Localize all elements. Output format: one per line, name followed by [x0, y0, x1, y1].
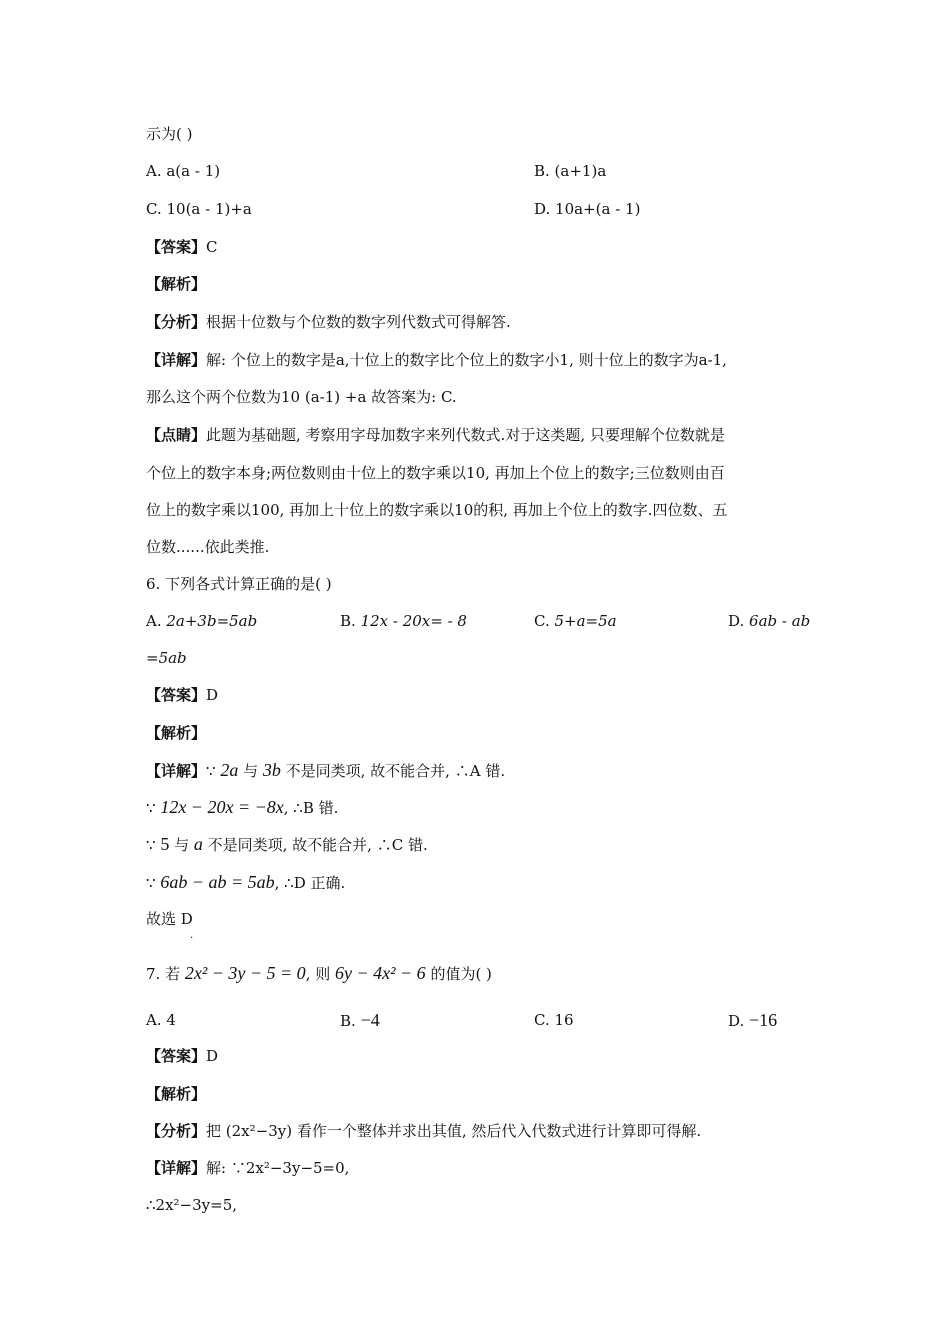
- because-symbol: ∵: [146, 874, 161, 892]
- math-expr: 2a: [220, 760, 239, 780]
- q5-answer: [146, 236, 218, 258]
- q5-xiangjie-2: 那么这个两个位数为10 (a-1) +a 故答案为: C.: [146, 388, 457, 406]
- text: 与: [238, 762, 263, 780]
- q6-option-c: [534, 610, 617, 632]
- option-label: B.: [340, 612, 361, 630]
- analysis-tag: 【解析】: [146, 724, 207, 742]
- math-expr: 3b: [262, 760, 281, 780]
- text: , ∴D 正确.: [274, 874, 346, 892]
- xiangjie-text: 解: 个位上的数字是a,十位上的数字比个位上的数字小1, 则十位上的数字为a-1,: [206, 351, 727, 369]
- text: , ∴B 错.: [283, 799, 339, 817]
- q6-xiangjie-4: [146, 871, 345, 894]
- q7-stem: [146, 962, 492, 985]
- q7-fenxi: [146, 1120, 701, 1142]
- because-symbol: ∵: [146, 799, 161, 817]
- q5-dianjing-2: 个位上的数字本身;两位数则由十位上的数字乘以10, 再加上个位上的数字;三位数则由百: [146, 464, 725, 482]
- text: 7. 若: [146, 965, 185, 983]
- q7-xiangjie-1: [146, 1157, 349, 1179]
- q5-xiangjie-1: [146, 349, 727, 371]
- q6-stem: 6. 下列各式计算正确的是( ): [146, 575, 332, 593]
- fenxi-tag: 【分析】: [146, 1122, 207, 1140]
- q6-conclusion: 故选 D: [146, 910, 193, 928]
- text: 不是同类项, 故不能合并, ∴A 错.: [280, 762, 506, 780]
- option-label: B.: [340, 1012, 361, 1030]
- xiangjie-tag: 【详解】: [146, 351, 207, 369]
- answer-tag: 【答案】: [146, 238, 207, 256]
- answer-tag: 【答案】: [146, 686, 207, 704]
- q5-option-c: C. 10(a - 1)+a: [146, 200, 252, 218]
- q5-dianjing-1: [146, 424, 725, 446]
- answer-value: C: [206, 238, 218, 256]
- math-expr: a: [193, 834, 203, 854]
- xiangjie-tag: 【详解】: [146, 1159, 207, 1177]
- option-label: A.: [146, 612, 167, 630]
- q7-answer: [146, 1045, 218, 1067]
- q7-analysis-tag: [146, 1083, 206, 1105]
- text: 不是同类项, 故不能合并, ∴C 错.: [202, 836, 428, 854]
- q7-xiangjie-2: ∴2x²−3y=5,: [146, 1196, 238, 1214]
- q6-option-d: [728, 610, 810, 632]
- analysis-tag: 【解析】: [146, 1085, 207, 1103]
- option-math: 6ab - ab: [749, 612, 811, 630]
- answer-tag: 【答案】: [146, 1047, 207, 1065]
- fenxi-text: 把 (2x²−3y) 看作一个整体并求出其值, 然后代入代数式进行计算即可得解.: [206, 1122, 702, 1140]
- q6-answer: [146, 684, 218, 706]
- q5-dianjing-3: 位上的数字乘以100, 再加上十位上的数字乘以10的积, 再加上个位上的数字.四位数、五: [146, 501, 728, 519]
- option-math: −4: [360, 1010, 380, 1030]
- q5-option-a: A. a(a - 1): [146, 162, 221, 180]
- dianjing-text: 此题为基础题, 考察用字母加数字来列代数式.对于这类题, 只要理解个位数就是: [206, 426, 725, 444]
- q6-xiangjie-1: [146, 759, 505, 782]
- math-expr: 5: [160, 834, 170, 854]
- text: 的值为( ): [425, 965, 492, 983]
- q7-option-d: [728, 1009, 777, 1032]
- q6-option-b: [340, 610, 467, 632]
- option-math: −16: [749, 1010, 778, 1030]
- option-math: 5+a=5a: [554, 612, 617, 630]
- q5-stem-tail: 示为( ): [146, 125, 193, 143]
- math-expr: 12x − 20x = −8x: [160, 797, 284, 817]
- q5-option-b: B. (a+1)a: [534, 162, 607, 180]
- dianjing-tag: 【点睛】: [146, 426, 207, 444]
- stray-dot: .: [190, 930, 194, 941]
- answer-value: D: [206, 686, 219, 704]
- q5-dianjing-4: 位数......依此类推.: [146, 538, 270, 556]
- q7-option-b: [340, 1009, 380, 1032]
- option-math: 2a+3b=5ab: [166, 612, 258, 630]
- q5-analysis-tag: [146, 273, 206, 295]
- q5-fenxi: [146, 311, 511, 333]
- q5-option-d: D. 10a+(a - 1): [534, 200, 641, 218]
- q6-xiangjie-2: [146, 796, 338, 819]
- q7-option-a: A. 4: [146, 1011, 176, 1029]
- answer-value: D: [206, 1047, 219, 1065]
- q6-analysis-tag: [146, 722, 206, 744]
- math-expr: 6ab − ab = 5ab: [160, 872, 275, 892]
- math-expr: 6y − 4x² − 6: [335, 963, 426, 983]
- because-symbol: ∵: [206, 762, 221, 780]
- q6-option-a: [146, 610, 257, 632]
- q6-option-d-cont: =5ab: [146, 649, 187, 667]
- fenxi-tag: 【分析】: [146, 313, 207, 331]
- option-label: D.: [728, 612, 750, 630]
- text: 与: [169, 836, 194, 854]
- q6-xiangjie-3: [146, 833, 428, 856]
- because-symbol: ∵: [146, 836, 161, 854]
- xiangjie-text: 解: ∵2x²−3y−5=0,: [206, 1159, 350, 1177]
- math-expr: 2x² − 3y − 5 = 0: [184, 963, 306, 983]
- option-label: C.: [534, 612, 555, 630]
- xiangjie-tag: 【详解】: [146, 762, 207, 780]
- option-math: 12x - 20x= - 8: [360, 612, 467, 630]
- q7-option-c: C. 16: [534, 1011, 574, 1029]
- analysis-tag: 【解析】: [146, 275, 207, 293]
- option-label: D.: [728, 1012, 750, 1030]
- fenxi-text: 根据十位数与个位数的数字列代数式可得解答.: [206, 313, 511, 331]
- text: , 则: [305, 965, 335, 983]
